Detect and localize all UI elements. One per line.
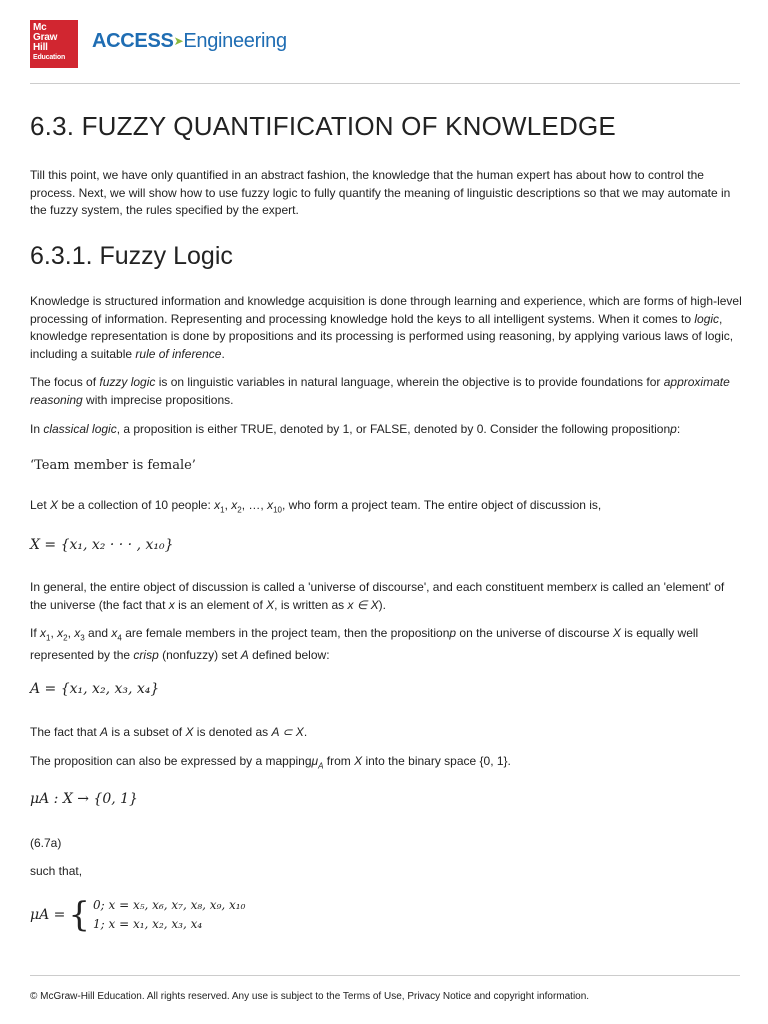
paragraph-classical-logic xyxy=(30,421,742,439)
left-brace: { xyxy=(68,895,91,935)
emphasis: p xyxy=(449,626,457,640)
equation-piecewise xyxy=(30,896,742,934)
text: defined below: xyxy=(248,647,330,662)
text: In xyxy=(30,422,44,436)
text: and xyxy=(84,626,112,640)
logo-line: Mc xyxy=(33,22,47,33)
text: is called an 'element' of the universe (the fact that xyxy=(30,580,725,612)
footer-copyright: © McGraw-Hill Education. All rights reserved. Any use is subject to the Terms of Use, Privacy Notice and copyright information. xyxy=(30,991,590,1002)
text: Knowledge is structured information and knowledge acquisition is done through learning and experience, which are forms of high-level processing of information. Representing and processing knowledge hold the keys to all intelligent systems. When it comes to xyxy=(30,294,742,326)
paragraph-knowledge xyxy=(30,293,742,363)
emphasis: x xyxy=(590,580,597,594)
emphasis: x xyxy=(267,498,274,512)
subscript: 3 xyxy=(80,633,85,643)
logo-line: Education xyxy=(33,54,66,61)
text: on the universe of discourse xyxy=(456,626,613,640)
text: is equally well represented by the xyxy=(30,626,699,662)
paragraph-fuzzy-focus xyxy=(30,374,742,409)
equation-label: (6.7a) xyxy=(30,836,62,850)
text: is a subset of xyxy=(108,725,186,739)
subscript: 10 xyxy=(273,505,282,515)
emphasis: x xyxy=(231,498,238,512)
emphasis: X xyxy=(185,725,194,739)
case-one: 1; x = x₁, x₂, x₃, x₄ xyxy=(93,917,203,931)
text: , a proposition is either TRUE, denoted by 1, or FALSE, denoted by 0. Consider the following proposition xyxy=(116,422,671,436)
emphasis: x xyxy=(214,498,221,512)
text: , xyxy=(224,498,232,512)
emphasis: x xyxy=(111,626,118,640)
such-that-text: such that, xyxy=(30,864,83,878)
case-zero: 0; x = x₅, x₆, x₇, x₈, x₉, x₁₀ xyxy=(93,898,246,912)
mcgraw-hill-logo[interactable] xyxy=(30,20,78,68)
footer-divider xyxy=(30,975,740,976)
section-title: 6.3. FUZZY QUANTIFICATION OF KNOWLEDGE xyxy=(30,111,616,141)
emphasis: A ⊂ X xyxy=(271,725,304,739)
emphasis: rule of inference xyxy=(135,346,222,361)
emphasis: approximate reasoning xyxy=(30,375,730,407)
subscript: 1 xyxy=(220,505,225,515)
text: The focus of xyxy=(30,375,100,389)
emphasis: classical logic xyxy=(43,422,117,436)
text: Let xyxy=(30,498,51,512)
text: , …, xyxy=(241,498,268,512)
subscript: 1 xyxy=(46,633,51,643)
text: , xyxy=(67,626,75,640)
text: , is written as xyxy=(274,597,348,612)
equation-mapping: μA : X → {0, 1} xyxy=(30,791,138,807)
text: with imprecise propositions. xyxy=(82,392,234,407)
emphasis: A xyxy=(100,725,109,739)
text: , xyxy=(50,626,58,640)
text: is an element of xyxy=(174,597,267,612)
subscript: 4 xyxy=(117,633,122,643)
header xyxy=(30,20,740,68)
paragraph-subset xyxy=(30,724,742,742)
text: In general, the entire object of discussion is called a 'universe of discourse', and each constituent member xyxy=(30,580,591,594)
text: If xyxy=(30,626,41,640)
paragraph-universe-discourse xyxy=(30,579,742,614)
emphasis: p xyxy=(670,422,677,436)
emphasis: μ xyxy=(311,754,319,768)
subscript: 2 xyxy=(63,633,68,643)
piecewise-lhs: μA = xyxy=(30,907,66,923)
text: The fact that xyxy=(30,725,101,739)
brand-access: ACCESS xyxy=(92,30,174,52)
equation-crisp-set: A = {x₁, x₂, x₃, x₄} xyxy=(30,681,160,697)
logo-line: Hill xyxy=(33,42,48,53)
proposition-quote: ‘Team member is female’ xyxy=(30,458,196,473)
text: The proposition can also be expressed by a mapping xyxy=(30,754,312,768)
paragraph-female-members xyxy=(30,625,742,664)
subscript: 2 xyxy=(237,505,242,515)
equation-universe: X = {x₁, x₂ · · · , x₁₀} xyxy=(30,537,174,553)
emphasis: fuzzy logic xyxy=(99,375,156,389)
emphasis: X xyxy=(354,754,363,768)
emphasis: x xyxy=(40,626,47,640)
logo-line: Graw xyxy=(33,32,58,43)
text: into the binary space {0, 1}. xyxy=(362,754,511,768)
text: : xyxy=(676,422,681,436)
text: (nonfuzzy) set xyxy=(158,647,241,662)
brand-arrow-icon: ➤ xyxy=(173,34,184,48)
emphasis: X xyxy=(266,597,275,612)
emphasis: x ∈ X xyxy=(347,597,379,612)
text: is denoted as xyxy=(193,725,272,739)
text: be a collection of 10 people: xyxy=(58,498,215,512)
emphasis: X xyxy=(50,498,59,512)
text: . xyxy=(303,725,308,739)
text: ). xyxy=(378,597,386,612)
text: are female members in the project team, then the proposition xyxy=(121,626,450,640)
access-engineering-brand[interactable] xyxy=(92,30,287,53)
emphasis: A xyxy=(240,647,249,662)
emphasis: x xyxy=(57,626,64,640)
emphasis: x xyxy=(74,626,81,640)
piecewise-cases xyxy=(93,896,245,934)
text: , knowledge representation is done by propositions and its processing is performed using reasoning, by applying various laws of logic, including a suitable xyxy=(30,311,734,361)
text: , who form a project team. The entire object of discussion is, xyxy=(281,498,602,512)
paragraph-collection xyxy=(30,497,742,519)
text: . xyxy=(221,346,225,361)
emphasis: X xyxy=(612,626,621,640)
brand-engineering: Engineering xyxy=(183,30,287,52)
emphasis: crisp xyxy=(133,647,159,662)
emphasis: logic xyxy=(694,311,720,326)
intro-paragraph: Till this point, we have only quantified in an abstract fashion, the knowledge that the human expert has about how to control the process. Next, we will show how to use fuzzy logic to fully quantify the meaning of linguistic descriptions so that we may automate in the fuzzy system, the rules specified by the expert. xyxy=(30,168,731,217)
header-divider xyxy=(30,83,740,84)
emphasis: x xyxy=(168,597,175,612)
subsection-title: 6.3.1. Fuzzy Logic xyxy=(30,242,233,270)
text: from xyxy=(323,754,355,768)
text: is on linguistic variables in natural language, wherein the objective is to provide foundations for xyxy=(155,375,664,389)
paragraph-mapping xyxy=(30,753,742,775)
subscript: A xyxy=(318,761,324,771)
